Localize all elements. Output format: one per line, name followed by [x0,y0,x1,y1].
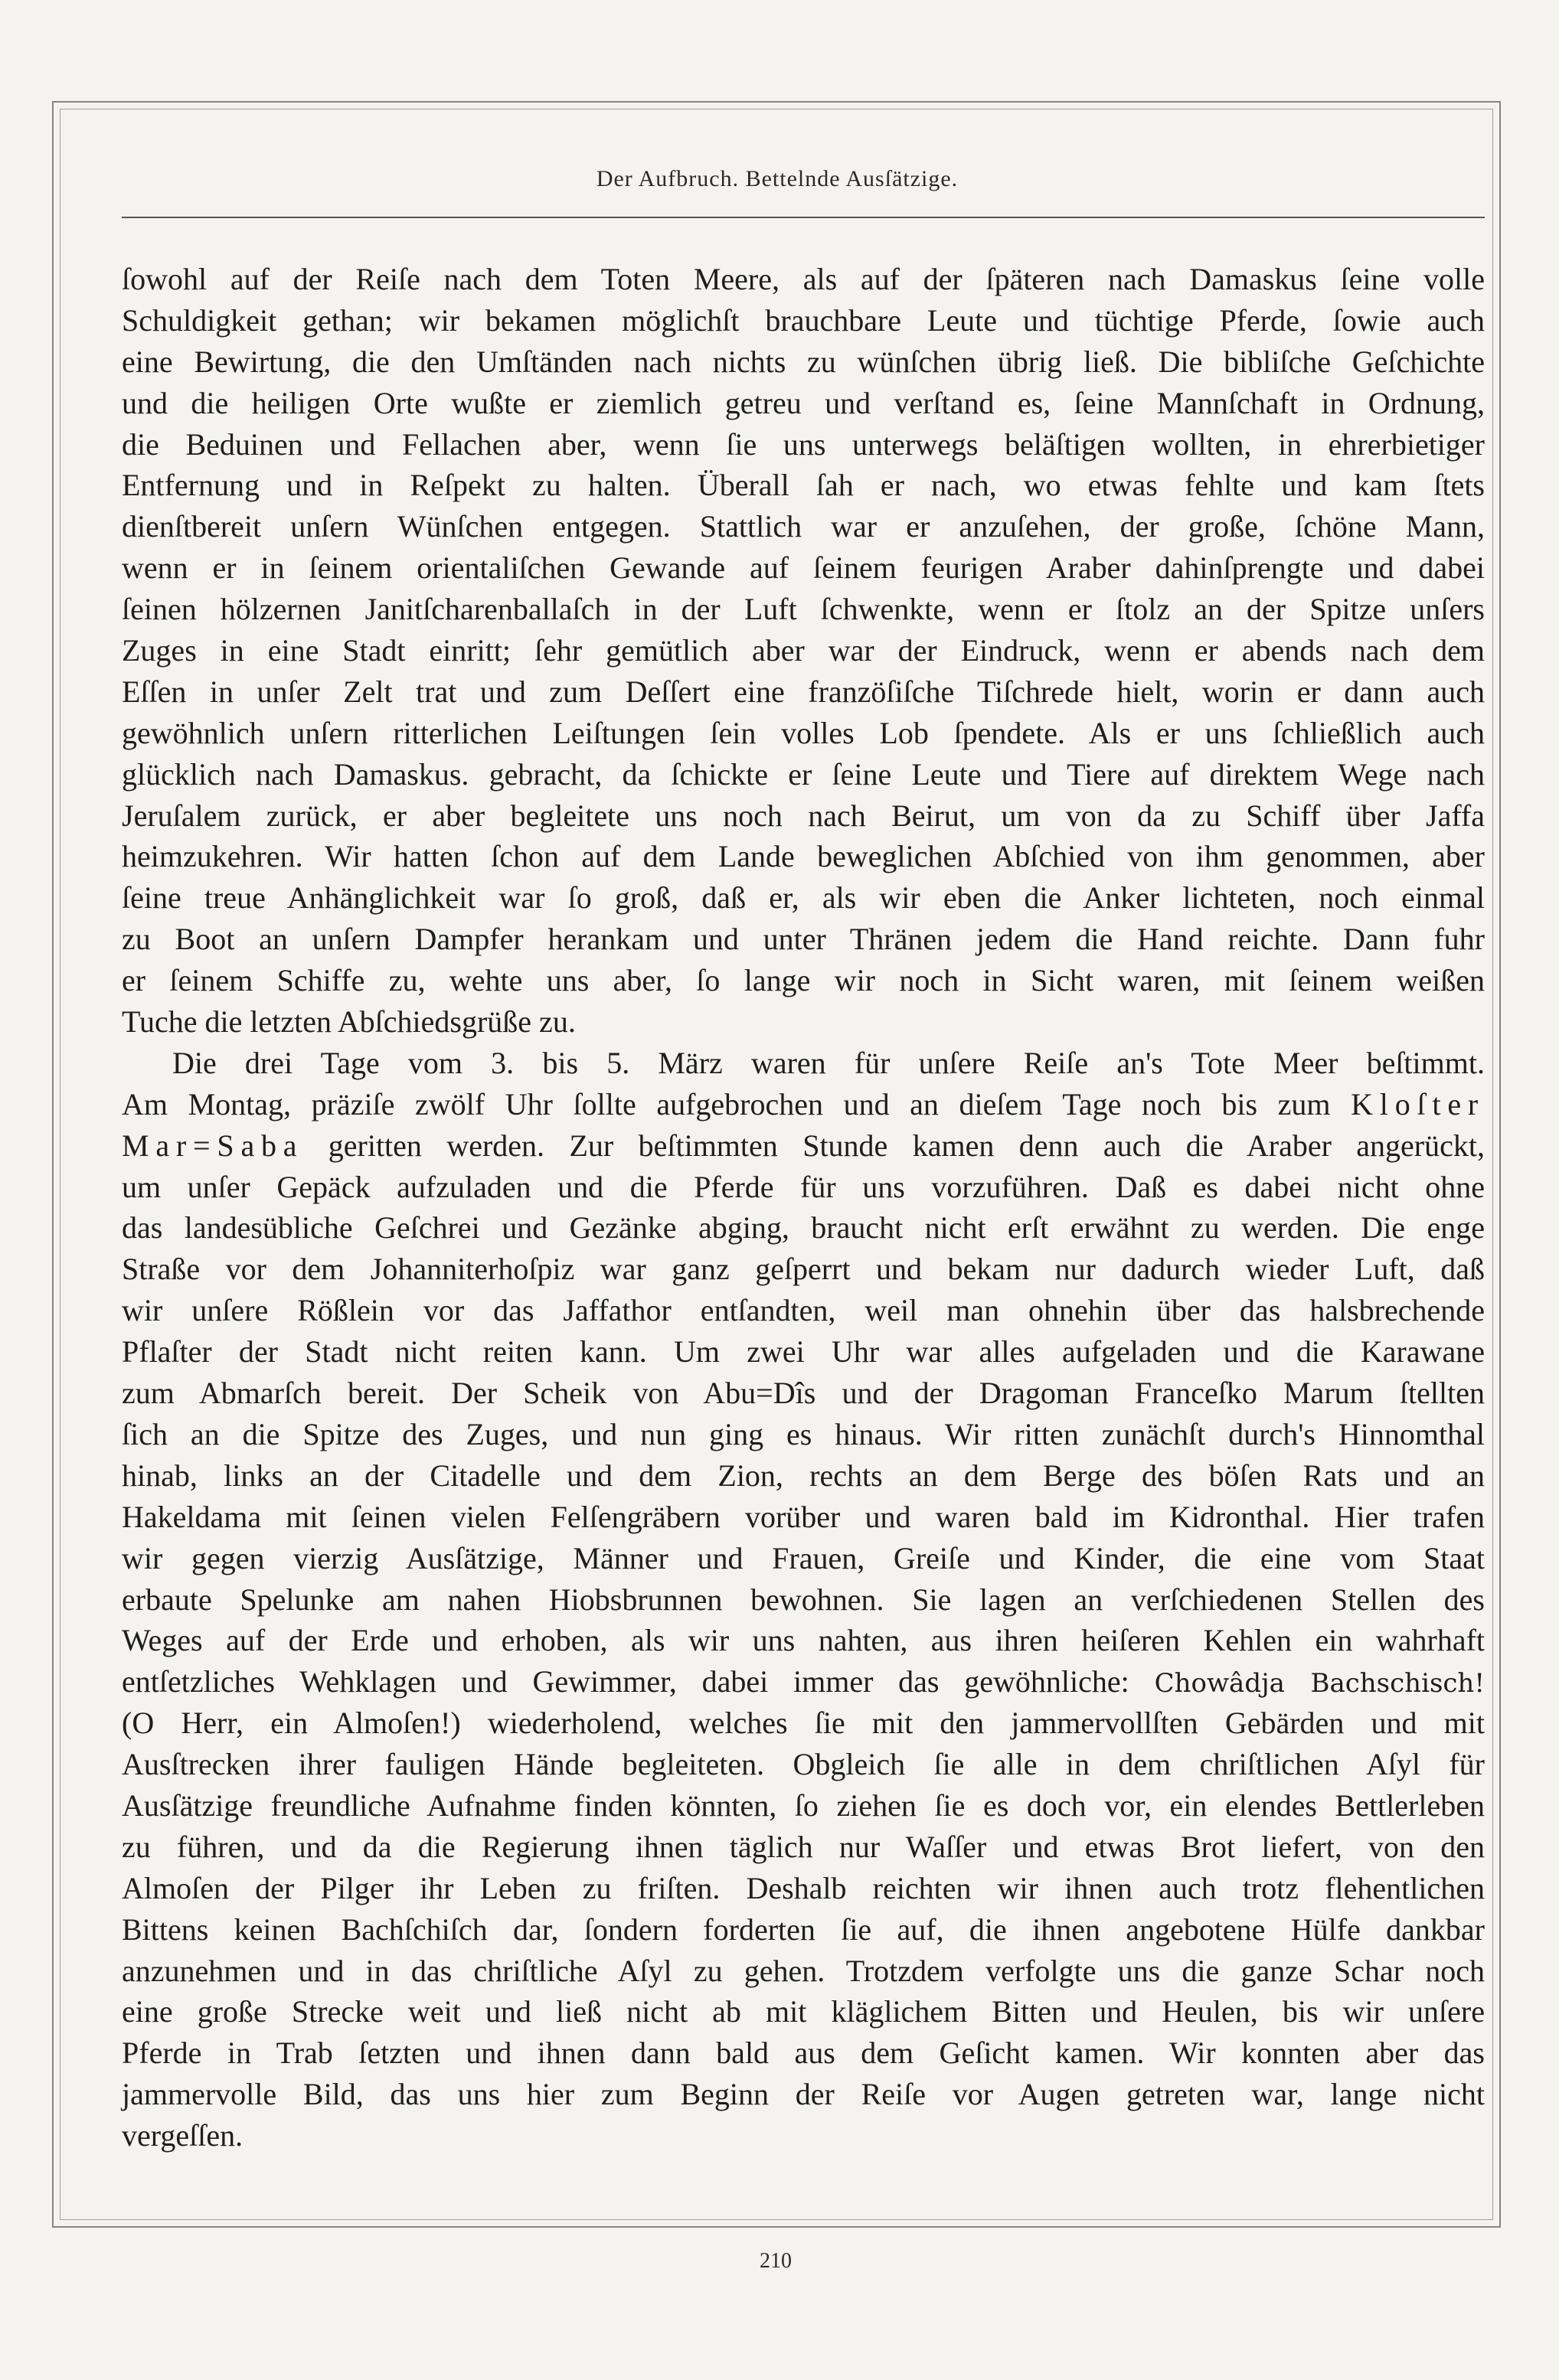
text-line: das landesübliche Geſchrei und Gezänke abging, braucht nicht erſt erwähnt zu werden. Die enge [122,1210,1485,1246]
text-line: hinab, links an der Citadelle und dem Zion, rechts an dem Berge des böſen Rats und an [122,1458,1485,1493]
text-line: heimzukehren. Wir hatten ſchon auf dem Lande beweglichen Abſchied von ihm genommen, aber [122,839,1485,874]
text-line: Schuldigkeit gethan; wir bekamen möglichſt brauchbare Leute und tüchtige Pferde, ſowie auch [122,302,1485,338]
text-line: eine große Strecke weit und ließ nicht ab mit kläglichem Bitten und Heulen, bis wir unſere [122,1994,1485,2029]
spaced-word: Mar=Saba [122,1128,304,1163]
text-segment: entſetzliches Wehklagen und Gewimmer, dabei immer das gewöhnliche: [122,1664,1155,1699]
text-line: anzunehmen und in das chriſtliche Aſyl zu gehen. Trotzdem verfolgte uns die ganze Schar noch [122,1953,1485,1988]
text-line: Pflaſter der Stadt nicht reiten kann. Um zwei Uhr war alles aufgeladen und die Karawane [122,1334,1485,1370]
text-line: Ausſätzige freundliche Aufnahme finden könnten, ſo ziehen ſie es doch vor, ein elendes Bettlerleben [122,1787,1485,1823]
text-line: und die heiligen Orte wußte er ziemlich getreu und verſtand es, ſeine Mannſchaft in Ordnung, [122,385,1485,420]
text-segment: Am Montag, präziſe zwölf Uhr ſollte aufgebrochen und an dieſem Tage noch bis zum [122,1086,1351,1121]
text-line: Die drei Tage vom 3. bis 5. März waren für unſere Reiſe an's Tote Meer beſtimmt. [172,1045,1485,1080]
text-line: (O Herr, ein Almoſen!) wiederholend, welches ſie mit den jammervollſten Gebärden und mit [122,1706,1485,1741]
text-segment: geritten werden. Zur beſtimmten Stunde kamen denn auch die Araber angerückt, [303,1128,1485,1163]
text-line: Pferde in Trab ſetzten und ihnen dann bald aus dem Geſicht kamen. Wir konnten aber das [122,2036,1485,2071]
text-line: Zuges in eine Stadt einritt; ſehr gemütlich aber war der Eindruck, wenn er abends nach dem [122,633,1485,668]
text-line: zum Abmarſch bereit. Der Scheik von Abu=Dîs und der Dragoman Franceſko Marum ſtellten [122,1376,1485,1411]
text-line: ſeinen hölzernen Janitſcharenballaſch in der Luft ſchwenkte, wenn er ſtolz an der Spitze unſers [122,592,1485,627]
text-line: ſowohl auf der Reiſe nach dem Toten Meere, als auf der ſpäteren nach Damaskus ſeine volle [122,262,1485,296]
spaced-word: Kloſter [1351,1086,1485,1121]
text-line: zu Boot an unſern Dampfer herankam und unter Thränen jedem die Hand reichte. Dann fuhr [122,922,1485,957]
text-line: Ausſtrecken ihrer fauligen Hände begleiteten. Obgleich ſie alle in dem chriſtlichen Aſyl für [122,1747,1485,1782]
text-line [122,1084,1485,1125]
text-line: dienſtbereit unſern Wünſchen entgegen. Stattlich war er anzuſehen, der große, ſchöne Mann, [122,509,1485,544]
text-line [122,1661,1485,1703]
text-line: er ſeinem Schiffe zu, wehte uns aber, ſo lange wir noch in Sicht waren, mit ſeinem weißen [122,963,1485,998]
text-block [122,259,1485,2156]
text-line: Hakeldama mit ſeinen vielen Felſengräbern vorüber und waren bald im Kidronthal. Hier trafen [122,1499,1485,1534]
text-line: zu führen, und da die Regierung ihnen täglich nur Waſſer und etwas Brot liefert, von den [122,1829,1485,1864]
text-line: Eſſen in unſer Zelt trat und zum Deſſert eine franzöſiſche Tiſchrede hielt, worin er dann auch [122,674,1485,709]
paragraph [122,1043,1485,2156]
text-line: gewöhnlich unſern ritterlichen Leiſtungen ſein volles Lob ſpendete. Als er uns ſchließlich auch [122,715,1485,750]
text-line: Bittens keinen Bachſchiſch dar, ſondern forderten ſie auf, die ihnen angebotene Hülfe dankbar [122,1912,1485,1947]
text-line: Tuche die letzten Abſchiedsgrüße zu. [122,1004,576,1040]
text-line: wir unſere Rößlein vor das Jaffathor entſandten, weil man ohnehin über das halsbrechende [122,1293,1485,1328]
text-line: ſich an die Spitze des Zuges, und nun ging es hinaus. Wir ritten zunächſt durch's Hinnomthal [122,1416,1485,1451]
text-line: Straße vor dem Johanniterhoſpiz war ganz geſperrt und bekam nur dadurch wieder Luft, daß [122,1252,1485,1287]
text-line: jammervolle Bild, das uns hier zum Beginn der Reiſe vor Augen getreten war, lange nicht [122,2077,1485,2112]
text-line: Almoſen der Pilger ihr Leben zu friſten. Deshalb reichten wir ihnen auch trotz flehentlichen [122,1870,1485,1905]
text-line [122,1125,1485,1167]
paragraph [122,259,1485,1043]
text-line: erbaute Spelunke am nahen Hiobsbrunnen bewohnen. Sie lagen an verſchiedenen Stellen des [122,1582,1485,1617]
page-number: 210 [760,2249,792,2273]
text-line: ſeine treue Anhänglichkeit war ſo groß, daß er, als wir eben die Anker lichteten, noch einmal [122,880,1485,916]
running-head: Der Aufbruch. Bettelnde Ausſätzige. [596,166,959,191]
text-line: die Beduinen und Fellachen aber, wenn ſie uns unterwegs beläſtigen wollten, in ehrerbietiger [122,426,1485,462]
text-line: wenn er in ſeinem orientaliſchen Gewande auf ſeinem feurigen Araber dahinſprengte und dabei [122,550,1485,586]
text-line: glücklich nach Damaskus. gebracht, da ſchickte er ſeine Leute und Tiere auf direktem Wege nach [122,756,1485,792]
text-line: Jeruſalem zurück, er aber begleitete uns noch nach Beirut, um von da zu Schiff über Jaffa [122,798,1485,833]
antiqua-phrase: Chowâdja Bachschisch! [1154,1668,1485,1699]
text-line: um unſer Gepäck aufzuladen und die Pferde für uns vorzuführen. Daß es dabei nicht ohne [122,1169,1485,1204]
text-line: wir gegen vierzig Ausſätzige, Männer und Frauen, Greiſe und Kinder, die eine vom Staat [122,1540,1485,1575]
text-line: Entfernung und in Reſpekt zu halten. Überall ſah er nach, wo etwas fehlte und kam ſtets [122,468,1485,503]
text-line: Weges auf der Erde und erhoben, als wir uns nahten, aus ihren heiſeren Kehlen ein wahrhaft [122,1623,1485,1658]
text-line: eine Bewirtung, die den Umſtänden nach nichts zu wünſchen übrig ließ. Die bibliſche Geſchichte [122,344,1485,379]
header-rule [122,217,1485,218]
text-line: vergeſſen. [122,2118,243,2153]
